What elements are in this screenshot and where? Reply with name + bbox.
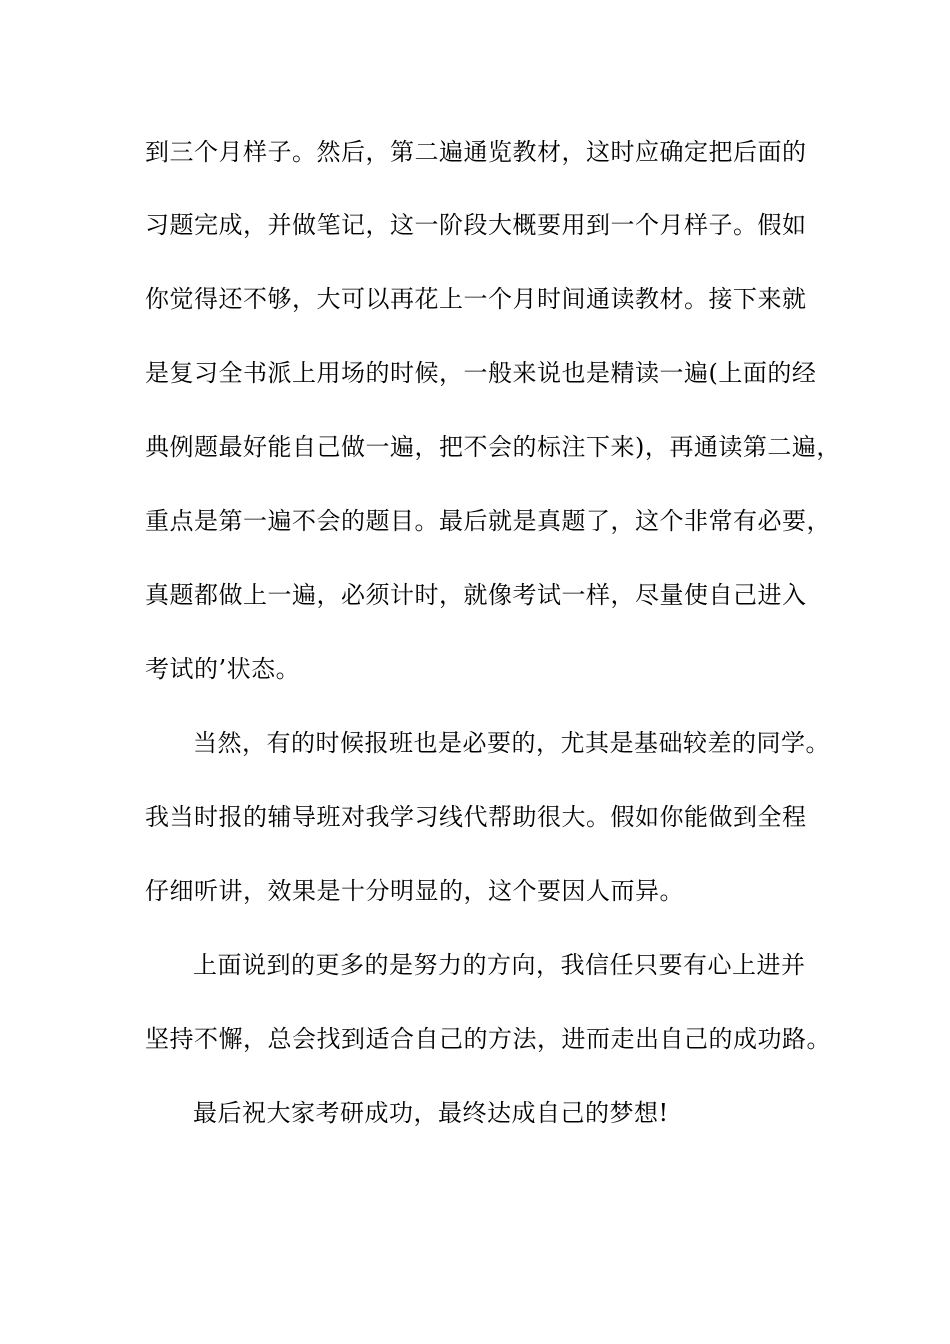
paragraph-first-line: 当然，有的时候报班也是必要的，尤其是基础较差的同学。 — [193, 729, 830, 757]
text-line: 考试的’状态。 — [145, 655, 301, 683]
text-line: 真题都做上一遍，必须计时，就像考试一样，尽量使自己进入 — [145, 581, 807, 609]
text-line: 我当时报的辅导班对我学习线代帮助很大。假如你能做到全程 — [145, 803, 807, 831]
text-line: 重点是第一遍不会的题目。最后就是真题了，这个非常有必要， — [145, 507, 831, 535]
text-line: 典例题最好能自己做一遍，把不会的标注下来)，再通读第二遍， — [145, 433, 841, 461]
paragraph-first-line: 上面说到的更多的是努力的方向，我信任只要有心上进并 — [193, 951, 806, 979]
text-line: 习题完成，并做笔记，这一阶段大概要用到一个月样子。假如 — [145, 211, 807, 239]
text-line: 仔细听讲，效果是十分明显的，这个要因人而异。 — [145, 877, 684, 905]
text-line: 是复习全书派上用场的时候，一般来说也是精读一遍(上面的经 — [145, 359, 817, 387]
text-line: 坚持不懈，总会找到适合自己的方法，进而走出自己的成功路。 — [145, 1025, 831, 1053]
paragraph-first-line: 最后祝大家考研成功，最终达成自己的梦想! — [193, 1099, 669, 1127]
text-line: 到三个月样子。然后，第二遍通览教材，这时应确定把后面的 — [145, 138, 807, 166]
text-line: 你觉得还不够，大可以再花上一个月时间通读教材。接下来就 — [145, 285, 807, 313]
